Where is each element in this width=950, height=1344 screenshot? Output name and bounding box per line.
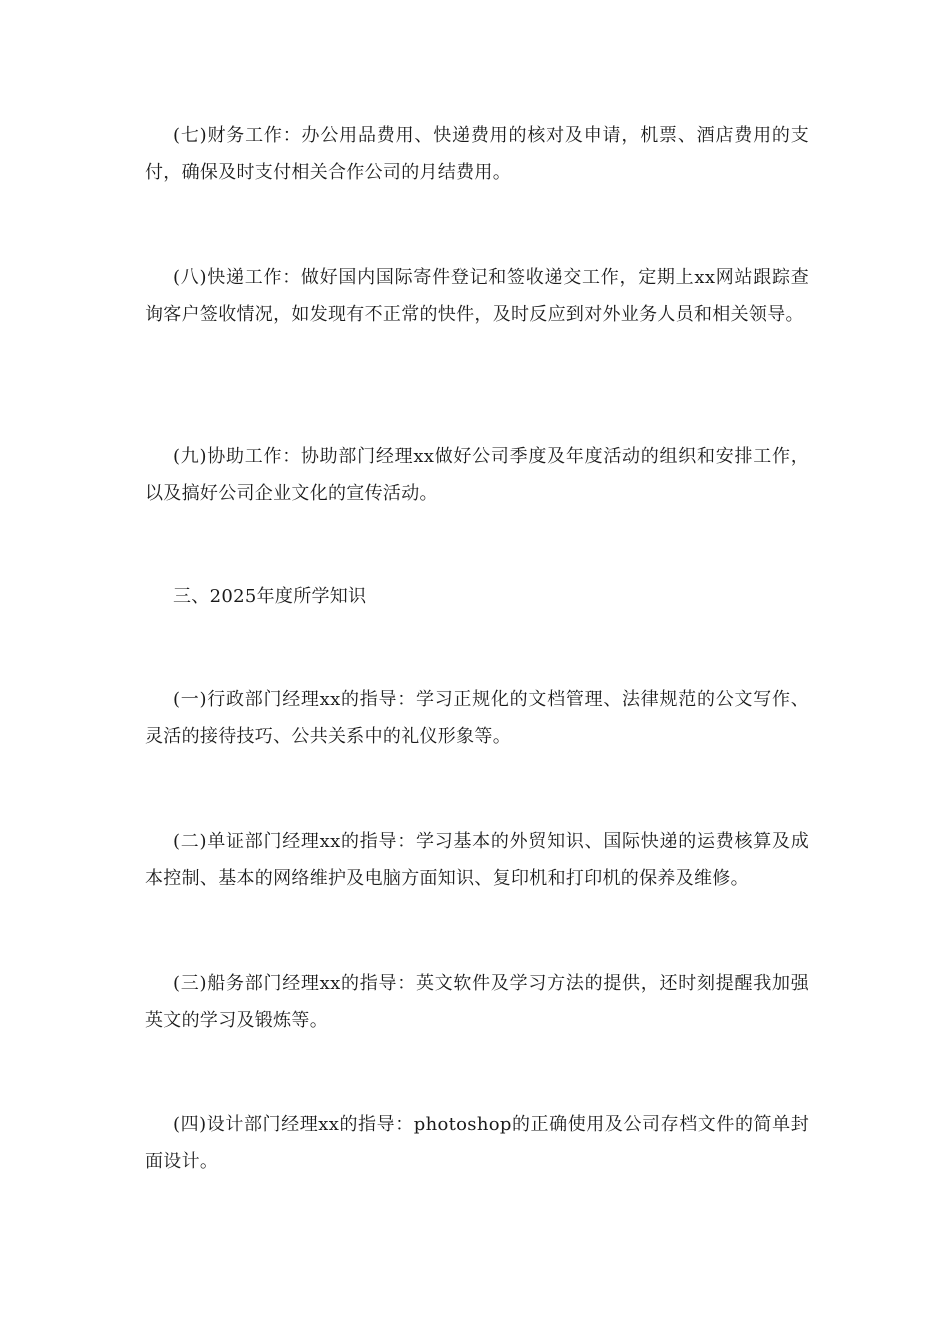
- paragraph-admin-guidance: (一)行政部门经理xx的指导：学习正规化的文档管理、法律规范的公文写作、灵活的接待技巧、公共关系中的礼仪形象等。: [145, 689, 809, 747]
- paragraph-shipping-guidance: (三)船务部门经理xx的指导：英文软件及学习方法的提供，还时刻提醒我加强英文的学习及锻炼等。: [145, 973, 809, 1031]
- section-heading: 三、2025年度所学知识: [173, 586, 367, 607]
- paragraph-courier-work: (八)快递工作：做好国内国际寄件登记和签收递交工作，定期上xx网站跟踪查询客户签收情况，如发现有不正常的快件，及时反应到对外业务人员和相关领导。: [145, 267, 809, 325]
- paragraph-finance-work: (七)财务工作：办公用品费用、快递费用的核对及申请，机票、酒店费用的支付，确保及时支付相关合作公司的月结费用。: [145, 125, 809, 183]
- paragraph-documents-guidance: (二)单证部门经理xx的指导：学习基本的外贸知识、国际快递的运费核算及成本控制、基本的网络维护及电脑方面知识、复印机和打印机的保养及维修。: [145, 831, 809, 889]
- paragraph-design-guidance: (四)设计部门经理xx的指导：photoshop的正确使用及公司存档文件的简单封面设计。: [145, 1114, 809, 1172]
- paragraph-assist-work: (九)协助工作：协助部门经理xx做好公司季度及年度活动的组织和安排工作，以及搞好公司企业文化的宣传活动。: [145, 446, 809, 504]
